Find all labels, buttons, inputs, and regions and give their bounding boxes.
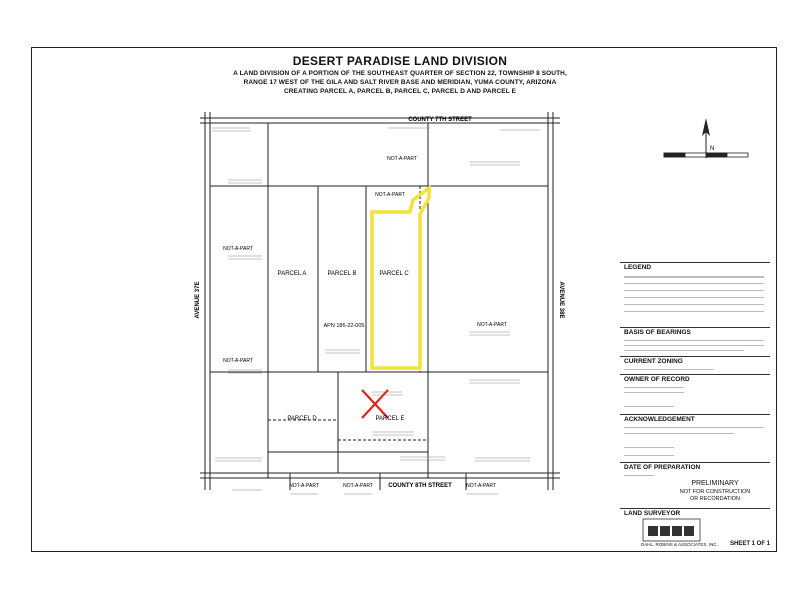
- apn-label: APN 186-22-005: [323, 323, 365, 329]
- owner-text: [624, 387, 684, 388]
- ack-text: [624, 427, 764, 428]
- parcel-c-label: PARCEL C: [379, 271, 409, 277]
- sheet-number: SHEET 1 OF 1: [730, 541, 771, 547]
- road-north-label: COUNTY 7TH STREET: [408, 117, 472, 123]
- date-text: [624, 475, 654, 476]
- plat-subtitle-1: A LAND DIVISION OF A PORTION OF THE SOUTHEAST QUARTER OF SECTION 22, TOWNSHIP 8 SOUTH,: [233, 70, 567, 77]
- road-south-label: COUNTY 8TH STREET: [388, 483, 452, 489]
- surveyor-rule: [620, 508, 770, 509]
- legend-rule: [620, 262, 770, 263]
- ack-text: [624, 433, 734, 434]
- not-for-construction-label: NOT FOR CONSTRUCTION: [679, 489, 751, 495]
- north-label: N: [710, 146, 715, 152]
- parcel-b-label: PARCEL B: [327, 271, 357, 277]
- parcel-a-label: PARCEL A: [277, 271, 307, 277]
- plat-title: DESERT PARADISE LAND DIVISION: [292, 54, 508, 68]
- owner-text: [624, 392, 684, 393]
- not-a-part-label: NOT-A-PART: [375, 192, 405, 198]
- legend-items: [624, 290, 764, 291]
- not-a-part-label: NOT-A-PART: [223, 358, 253, 364]
- zoning-rule: [620, 356, 770, 357]
- parcel-c-highlight: [372, 188, 429, 368]
- north-arrow-icon: [702, 118, 710, 158]
- legend-items: [624, 283, 764, 284]
- owner-heading: OWNER OF RECORD: [624, 376, 690, 383]
- watermark-strip: [0, 502, 10, 602]
- legend-items: [624, 276, 764, 278]
- firm-logo: [648, 526, 694, 536]
- basis-rule: [620, 327, 770, 328]
- road-west-label: AVENUE 37E: [195, 281, 201, 319]
- preliminary-label: PRELIMINARY: [691, 480, 739, 487]
- not-a-part-label: NOT-A-PART: [289, 483, 319, 489]
- parcel-e-label: PARCEL E: [375, 416, 405, 422]
- land-surveyor-heading: LAND SURVEYOR: [624, 510, 681, 517]
- or-recordation-label: OR RECORDATION: [689, 496, 740, 502]
- basis-text: [624, 345, 764, 346]
- owner-rule: [620, 374, 770, 375]
- legend-items: [624, 304, 764, 305]
- not-a-part-label: NOT-A-PART: [387, 156, 417, 162]
- not-a-part-label: NOT-A-PART: [466, 483, 496, 489]
- not-a-part-label: NOT-A-PART: [477, 322, 507, 328]
- basis-heading: BASIS OF BEARINGS: [624, 329, 691, 336]
- acknowledgement-heading: ACKNOWLEDGEMENT: [624, 416, 695, 423]
- zoning-heading: CURRENT ZONING: [624, 358, 683, 365]
- basis-text: [624, 340, 764, 341]
- ack-text: [624, 447, 674, 448]
- road-east-label: AVENUE 38E: [558, 281, 564, 319]
- parcel-d-label: PARCEL D: [287, 416, 317, 422]
- ack-text: [624, 455, 674, 456]
- zoning-text: [624, 369, 714, 370]
- date-heading: DATE OF PREPARATION: [624, 464, 701, 471]
- legend-items: [624, 297, 764, 298]
- annotation-marks: [212, 128, 540, 494]
- parcel-e-cross: [362, 390, 388, 418]
- legend-heading: LEGEND: [624, 264, 652, 271]
- plat-subtitle-2: RANGE 17 WEST OF THE GILA AND SALT RIVER BASE AND MERIDIAN, YUMA COUNTY, ARIZONA: [243, 79, 557, 86]
- owner-text: [624, 406, 674, 407]
- plat-subtitle-3: CREATING PARCEL A, PARCEL B, PARCEL C, PARCEL D AND PARCEL E: [283, 88, 517, 95]
- firm-name: DAHL, ROBINS & ASSOCIATES, INC.: [641, 542, 718, 547]
- date-rule: [620, 462, 770, 463]
- basis-text: [624, 350, 744, 351]
- scale-bar: [664, 153, 748, 157]
- not-a-part-label: NOT-A-PART: [223, 246, 253, 252]
- not-a-part-label: NOT-A-PART: [343, 483, 373, 489]
- ack-rule: [620, 414, 770, 415]
- legend-items: [624, 311, 764, 312]
